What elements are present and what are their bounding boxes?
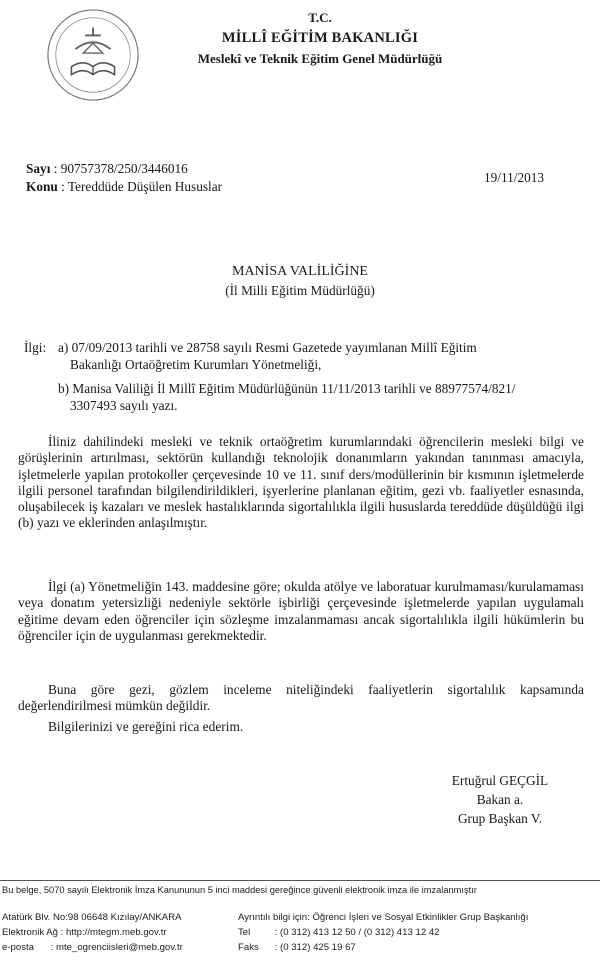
footer-web-link[interactable]: : http://mtegm.meb.gov.tr (60, 927, 167, 938)
ilgi-b-line2: 3307493 sayılı yazı. (70, 398, 178, 413)
document-date: 19/11/2013 (484, 170, 545, 185)
paragraph-3: Buna göre gezi, gözlem inceleme niteliğindeki faaliyetlerin sigortalılık kapsamında değerlendirilmesi mümkün değildir. (18, 682, 584, 714)
footer-address: Atatürk Blv. No:98 06648 Kızılay/ANKARA (2, 912, 182, 923)
header-directorate: Meslekî ve Teknik Eğitim Genel Müdürlüğü (197, 51, 443, 66)
paragraph-1: İliniz dahilindeki mesleki ve teknik ortaöğretim kurumlarındaki öğrencilerin mesleki bilgi ve görüşlerinin artırılması, sektörün kullandığı teknolojik donanımların yakından tanınması amacıyla, işletmelerle yapılan protokoller çerçevesinde 10 ve 11. sınıf ders/modüllerinin bir kısmının işletmelerde ilgili personel tarafından bilgilendirildikleri, işyerlerine planlanan eğitim, gezi vb. faaliyetler esnasında, oluşabilecek iş kazaları ve meslek hastalıklarında sigortalılıkla ilgili hususlarda tereddüde düşüldüğü ilgi (b) yazı ve eklerinden anlaşılmıştır. (18, 434, 584, 531)
addressee-line2: (İl Milli Eğitim Müdürlüğü) (225, 283, 375, 298)
ilgi-b-line1: b) Manisa Valiliği İl Millî Eğitim Müdürlüğünün 11/11/2013 tarihli ve 88977574/821/ (58, 381, 516, 396)
footer-info: Ayrıntılı bilgi için: Öğrenci İşleri ve Sosyal Etkinlikler Grup Başkanlığı (238, 912, 529, 923)
footer-fax-label: Faks (238, 942, 259, 953)
sayi-line (26, 161, 188, 177)
footer-email-link[interactable]: : mte_ogrenciisleri@meb.gov.tr (50, 942, 183, 953)
ilgi-a-line1: a) 07/09/2013 tarihli ve 28758 sayılı Resmi Gazetede yayımlanan Millî Eğitim (58, 340, 477, 355)
signature-name: Ertuğrul GEÇGİL (451, 773, 549, 788)
footer-tel-label: Tel (238, 927, 251, 938)
header-tc: T.C. (308, 10, 332, 25)
paragraph-2: İlgi (a) Yönetmeliğin 143. maddesine göre; okulda atölye ve laboratuar kurulmaması/kurulamaması veya donatım yetersizliği nedeniyle sektörle işbirliği çerçevesinde işletmelerde yapılan uygulamalı eğitime devam eden öğrenciler için sözleşme imzalanmaması ancak sigortalılıkla ilgili hükümlerin bu öğrenciler için de uygulanması gerekmektedir. (18, 579, 584, 643)
sayi-value: : 90757378/250/3446016 (53, 161, 188, 176)
konu-line (26, 179, 222, 195)
footer-divider (0, 880, 600, 881)
footer-web-label: Elektronik Ağ (2, 927, 58, 938)
signature-title1: Bakan a. (476, 792, 524, 807)
footer-tel (238, 927, 440, 938)
konu-label: Konu (26, 179, 58, 194)
paragraph-4: Bilgilerinizi ve gereğini rica ederim. (48, 719, 244, 734)
konu-value: : Tereddüde Düşülen Hususlar (61, 179, 223, 194)
footer-web (2, 927, 167, 938)
ministry-seal-icon (44, 6, 142, 104)
e-signature-notice: Bu belge, 5070 sayılı Elektronik İmza Kanununun 5 inci maddesi gereğince güvenli elektronik imza ile imzalanmıştır (2, 885, 477, 895)
footer-fax-value: : (0 312) 425 19 67 (274, 942, 356, 953)
addressee-line1: MANİSA VALİLİĞİNE (232, 264, 368, 279)
sayi-label: Sayı (26, 161, 51, 176)
ilgi-a-line2: Bakanlığı Ortaöğretim Kurumları Yönetmeliği, (70, 357, 322, 372)
header-ministry: MİLLÎ EĞİTİM BAKANLIĞI (221, 30, 419, 46)
footer-email-label: e-posta (2, 942, 34, 953)
signature-title2: Grup Başkan V. (457, 811, 543, 826)
footer-tel-value: : (0 312) 413 12 50 / (0 312) 413 12 42 (274, 927, 440, 938)
ilgi-label: İlgi: (24, 340, 47, 355)
footer-email (2, 942, 183, 953)
footer-fax (238, 942, 356, 953)
